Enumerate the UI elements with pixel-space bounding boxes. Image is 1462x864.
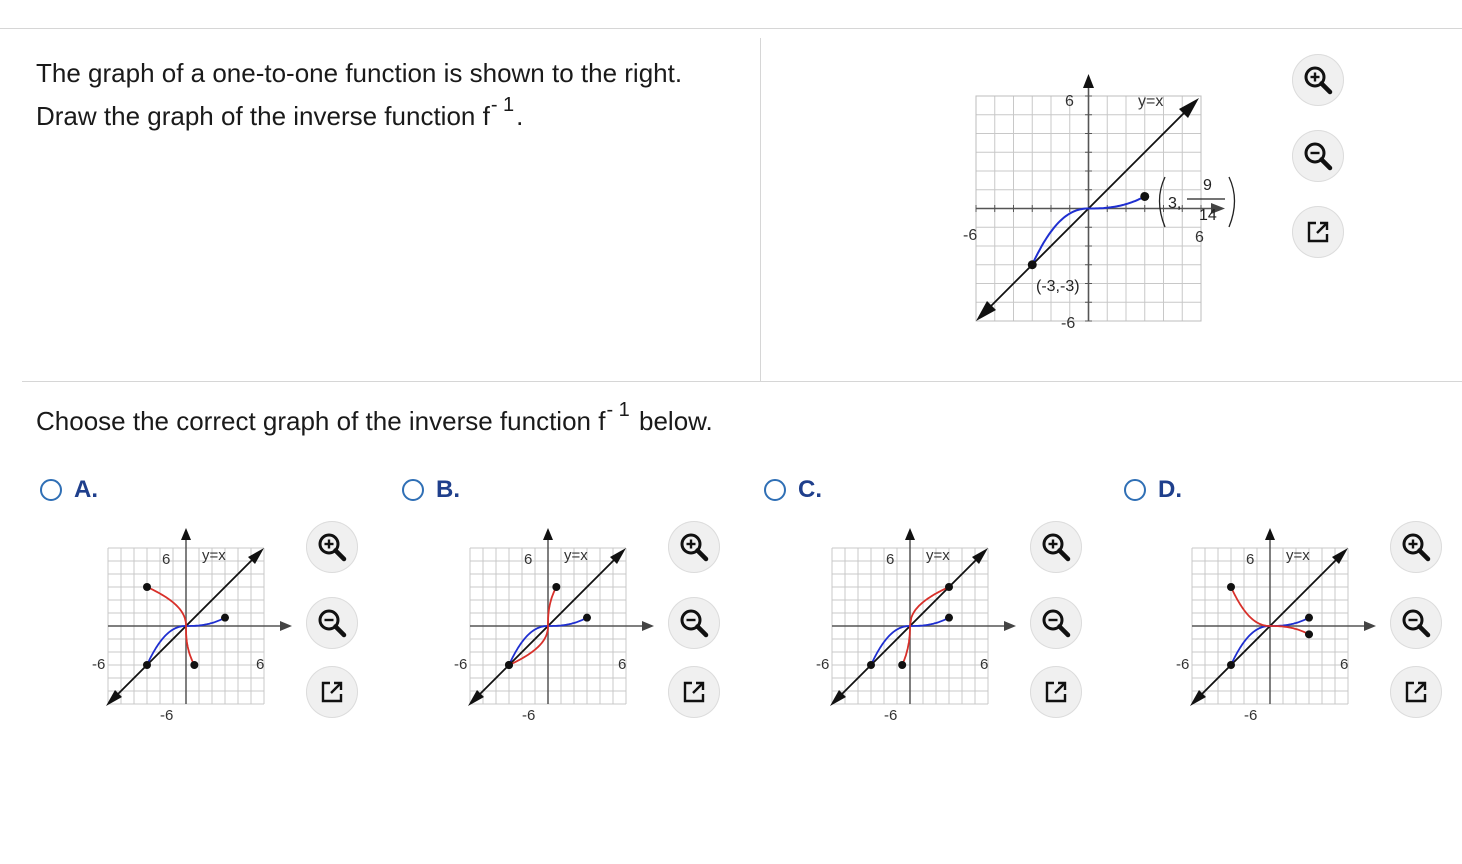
point-label-end-numerator: 9 bbox=[1203, 177, 1212, 194]
instruction-text-body: Choose the correct graph of the inverse function f bbox=[36, 406, 606, 436]
identity-line bbox=[988, 111, 1186, 309]
inverse-point-start bbox=[143, 583, 151, 591]
instruction-superscript: - 1 bbox=[606, 399, 630, 421]
identity-line-label: y=x bbox=[1138, 93, 1164, 110]
x-min-label: -6 bbox=[816, 656, 830, 673]
popout-icon bbox=[1403, 679, 1429, 705]
identity-line bbox=[478, 558, 616, 696]
x-min-label: -6 bbox=[454, 656, 468, 673]
zoom-in-icon bbox=[1303, 65, 1333, 95]
function-graph bbox=[955, 52, 1245, 352]
x-max-label: 6 bbox=[256, 656, 265, 673]
question-text-end: . bbox=[516, 101, 524, 131]
identity-line bbox=[116, 558, 254, 696]
option-letter: A. bbox=[74, 476, 98, 503]
x-max-label: 6 bbox=[980, 656, 989, 673]
zoom-in-button[interactable] bbox=[668, 521, 720, 573]
radio-button[interactable] bbox=[1124, 479, 1146, 501]
identity-line bbox=[840, 558, 978, 696]
y-axis-arrow bbox=[543, 528, 553, 540]
y-max-label: 6 bbox=[886, 551, 895, 568]
zoom-in-icon bbox=[317, 532, 347, 562]
x-axis-arrow bbox=[642, 621, 654, 631]
function-point-start bbox=[867, 661, 875, 669]
popout-button[interactable] bbox=[1390, 666, 1442, 718]
function-point-end bbox=[945, 614, 953, 622]
x-min-label: -6 bbox=[963, 227, 978, 244]
x-axis-arrow bbox=[1004, 621, 1016, 631]
option-graph bbox=[448, 518, 678, 728]
identity-line bbox=[1200, 558, 1338, 696]
question-text bbox=[36, 52, 736, 141]
option-letter: D. bbox=[1158, 476, 1182, 503]
inverse-point-end bbox=[552, 583, 560, 591]
y-min-label: -6 bbox=[884, 707, 898, 724]
popout-button[interactable] bbox=[306, 666, 358, 718]
identity-line-label: y=x bbox=[1286, 547, 1310, 564]
function-point-start bbox=[1028, 260, 1037, 269]
function-point-end bbox=[221, 614, 229, 622]
inverse-point-end bbox=[945, 583, 953, 591]
zoom-out-button[interactable] bbox=[1390, 597, 1442, 649]
option-graph bbox=[810, 518, 1040, 728]
option-graph bbox=[86, 518, 316, 728]
zoom-out-button[interactable] bbox=[668, 597, 720, 649]
option-graph bbox=[1170, 518, 1400, 728]
y-axis-arrow bbox=[181, 528, 191, 540]
point-label-end-x: 3, bbox=[1168, 195, 1182, 212]
point-label-end-denominator: 14 bbox=[1199, 207, 1217, 224]
inverse-point-end bbox=[1305, 630, 1313, 638]
middle-divider bbox=[22, 381, 1462, 382]
point-label-end-right-paren bbox=[1229, 177, 1235, 227]
zoom-out-button[interactable] bbox=[1030, 597, 1082, 649]
inverse-point-start bbox=[505, 661, 513, 669]
answer-option-selector[interactable] bbox=[40, 472, 98, 508]
y-min-label: -6 bbox=[1061, 315, 1076, 332]
function-point-start bbox=[1227, 661, 1235, 669]
y-max-label: 6 bbox=[162, 551, 171, 568]
zoom-in-icon bbox=[1041, 532, 1071, 562]
y-axis-arrow bbox=[1083, 74, 1094, 88]
radio-button[interactable] bbox=[402, 479, 424, 501]
point-label-end-left-paren bbox=[1160, 177, 1166, 227]
zoom-out-icon bbox=[1041, 608, 1071, 638]
inverse-point-end bbox=[190, 661, 198, 669]
zoom-in-button[interactable] bbox=[1292, 54, 1344, 106]
radio-button[interactable] bbox=[764, 479, 786, 501]
popout-button[interactable] bbox=[1292, 206, 1344, 258]
zoom-out-icon bbox=[679, 608, 709, 638]
function-point-start bbox=[143, 661, 151, 669]
y-min-label: -6 bbox=[522, 707, 536, 724]
popout-icon bbox=[1305, 219, 1331, 245]
y-max-label: 6 bbox=[1065, 93, 1074, 110]
answer-option-selector[interactable] bbox=[1124, 472, 1182, 508]
x-min-label: -6 bbox=[92, 656, 106, 673]
function-point-end bbox=[1140, 192, 1149, 201]
zoom-out-icon bbox=[1303, 141, 1333, 171]
option-letter: C. bbox=[798, 476, 822, 503]
y-min-label: -6 bbox=[160, 707, 174, 724]
identity-line-label: y=x bbox=[202, 547, 226, 564]
popout-icon bbox=[319, 679, 345, 705]
zoom-in-button[interactable] bbox=[1390, 521, 1442, 573]
zoom-in-button[interactable] bbox=[306, 521, 358, 573]
popout-button[interactable] bbox=[668, 666, 720, 718]
popout-icon bbox=[1043, 679, 1069, 705]
vertical-divider bbox=[760, 38, 761, 381]
popout-button[interactable] bbox=[1030, 666, 1082, 718]
instruction-text bbox=[36, 400, 1036, 446]
zoom-in-button[interactable] bbox=[1030, 521, 1082, 573]
function-point-end bbox=[583, 614, 591, 622]
zoom-out-icon bbox=[317, 608, 347, 638]
y-max-label: 6 bbox=[1246, 551, 1255, 568]
identity-line-label: y=x bbox=[564, 547, 588, 564]
zoom-out-button[interactable] bbox=[306, 597, 358, 649]
identity-line-label: y=x bbox=[926, 547, 950, 564]
y-axis-arrow bbox=[1265, 528, 1275, 540]
top-divider bbox=[0, 28, 1462, 29]
zoom-out-button[interactable] bbox=[1292, 130, 1344, 182]
x-min-label: -6 bbox=[1176, 656, 1190, 673]
radio-button[interactable] bbox=[40, 479, 62, 501]
x-axis-arrow bbox=[280, 621, 292, 631]
y-axis-arrow bbox=[905, 528, 915, 540]
inverse-point-start bbox=[898, 661, 906, 669]
popout-icon bbox=[681, 679, 707, 705]
zoom-in-icon bbox=[1401, 532, 1431, 562]
point-label-end bbox=[1160, 177, 1235, 227]
option-letter: B. bbox=[436, 476, 460, 503]
instruction-text-end: below. bbox=[631, 406, 713, 436]
function-point-end bbox=[1305, 614, 1313, 622]
y-max-label: 6 bbox=[524, 551, 533, 568]
question-text-body: The graph of a one-to-one function is shown to the right. Draw the graph of the inverse function f bbox=[36, 58, 683, 131]
point-label-start: (-3,-3) bbox=[1036, 278, 1080, 295]
zoom-out-icon bbox=[1401, 608, 1431, 638]
answer-option-selector[interactable] bbox=[764, 472, 822, 508]
x-max-label: 6 bbox=[618, 656, 627, 673]
x-max-label: 6 bbox=[1195, 229, 1204, 246]
y-min-label: -6 bbox=[1244, 707, 1258, 724]
inverse-point-start bbox=[1227, 583, 1235, 591]
x-max-label: 6 bbox=[1340, 656, 1349, 673]
x-axis-arrow bbox=[1364, 621, 1376, 631]
answer-option-selector[interactable] bbox=[402, 472, 460, 508]
inverse-superscript: - 1 bbox=[490, 94, 515, 116]
zoom-in-icon bbox=[679, 532, 709, 562]
